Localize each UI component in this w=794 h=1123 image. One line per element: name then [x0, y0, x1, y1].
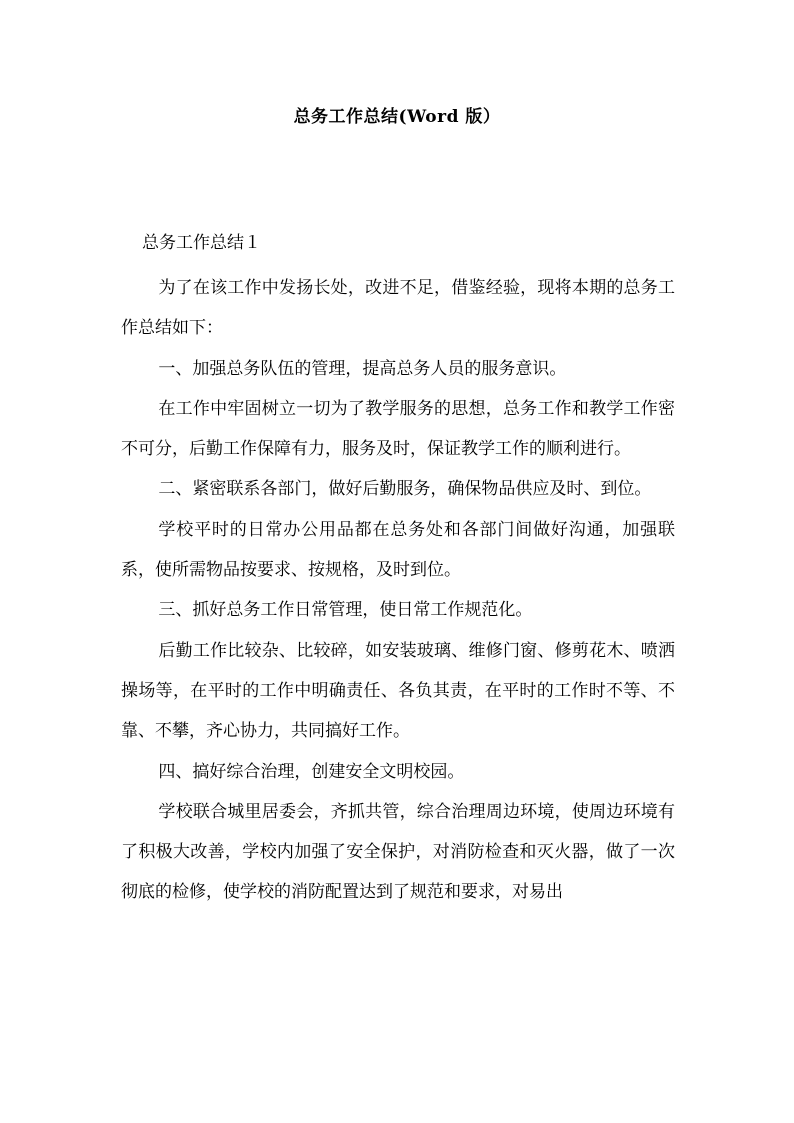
heading-item-4: 四、搞好综合治理，创建安全文明校园。 — [158, 761, 465, 782]
heading-item-2: 二、紧密联系各部门，做好后勤服务，确保物品供应及时、到位。 — [158, 479, 652, 500]
paragraph-item-1: 在工作中牢固树立一切为了教学服务的思想，总务工作和教学工作密不可分，后勤工作保障有力，服务及时，保证教学工作的顺利进行。 — [121, 398, 675, 460]
paragraph-item-4: 学校联合城里居委会，齐抓共管，综合治理周边环境，使周边环境有了积极大改善，学校内加强了安全保护，对消防检查和灭火器，做了一次彻底的检修，使学校的消防配置达到了规范和要求，对易出 — [121, 801, 675, 903]
paragraph-item-2: 学校平时的日常办公用品都在总务处和各部门间做好沟通，加强联系，使所需物品按要求、按规格，及时到位。 — [121, 519, 675, 581]
paragraph-intro: 为了在该工作中发扬长处，改进不足，借鉴经验，现将本期的总务工作总结如下： — [121, 278, 675, 339]
paragraph-item-3: 后勤工作比较杂、比较碎，如安装玻璃、维修门窗、修剪花木、喷洒操场等，在平时的工作中明确责任、各负其责，在平时的工作时不等、不靠、不攀，齐心协力，共同搞好工作。 — [121, 640, 675, 742]
section-heading: 总务工作总结１ — [142, 233, 261, 253]
heading-item-1: 一、加强总务队伍的管理，提高总务人员的服务意识。 — [158, 358, 567, 379]
document-title: 总务工作总结(Word 版） — [293, 107, 501, 127]
heading-item-3: 三、抓好总务工作日常管理，使日常工作规范化。 — [158, 600, 533, 621]
document-body — [121, 268, 675, 913]
